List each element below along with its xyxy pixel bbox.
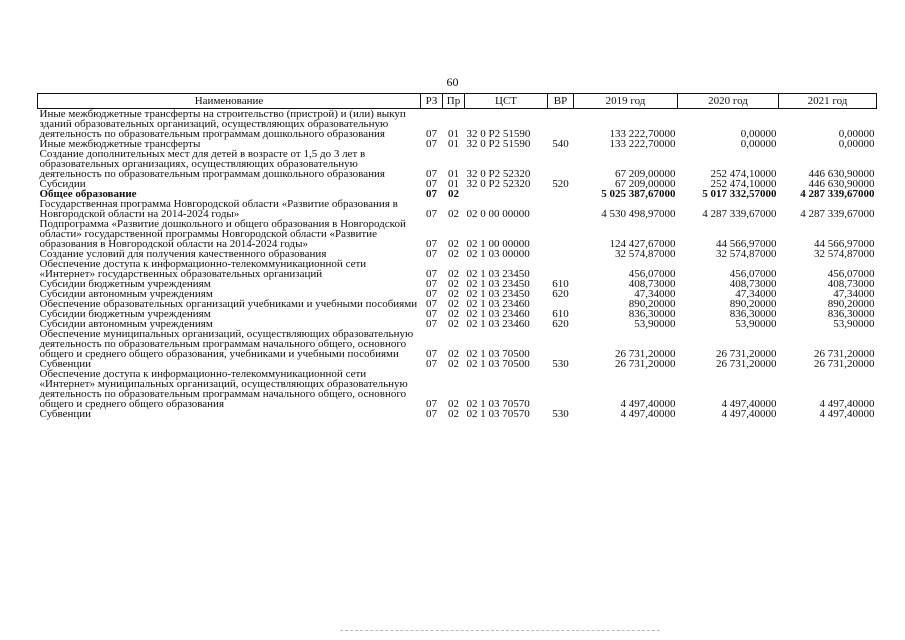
cell-2021: 53,90000	[833, 318, 875, 330]
cell-rz: 07	[426, 348, 437, 360]
cell-rz: 07	[426, 128, 437, 140]
cell-rz: 07	[426, 268, 437, 280]
cell-2019: 26 731,20000	[615, 358, 676, 370]
cell-2020: 836,30000	[729, 308, 777, 320]
cell-vr: 620	[552, 318, 569, 330]
col-header-name: Наименование	[38, 94, 421, 109]
cell-rz: 07	[426, 208, 437, 220]
cell-name: Обеспечение муниципальных организаций, осуществляющих образовательную деятельность по образовательным программам начального общего, основного общего и среднего общего образования, учебниками и учебными пособиями	[39, 328, 414, 360]
cell-2019: 67 209,00000	[615, 178, 676, 190]
table-row	[38, 409, 877, 419]
cell-2021: 0,00000	[838, 138, 875, 150]
cell-pr: 02	[448, 308, 459, 320]
cell-rz: 07	[426, 138, 437, 150]
cell-vr	[548, 219, 574, 249]
cell-name: Государственная программа Новгородской области «Развитие образования в Новгородской области на 2014-2024 годы»	[39, 198, 398, 220]
cell-cst: 02 1 03 23450	[466, 288, 530, 300]
col-header-2019: 2019 год	[574, 94, 678, 109]
cell-name: Обеспечение образовательных организаций учебниками и учебными пособиями	[39, 298, 418, 310]
cell-2019: 53,90000	[634, 318, 676, 330]
cell-name: Подпрограмма «Развитие дошкольного и общего образования в Новгородской области» государственной программы Новгородской области «Развитие образования в Новгородской области на 2014-2024 годы»	[39, 218, 406, 250]
cell-2020: 456,07000	[729, 268, 777, 280]
cell-cst: 02 1 03 23450	[466, 268, 530, 280]
cell-name: Создание дополнительных мест для детей в возрасте от 1,5 до 3 лет в образовательных организациях, осуществляющих образовательную деятельность по образовательным программам дошкольного образования	[39, 148, 385, 180]
cell-pr: 02	[448, 298, 459, 310]
cell-2020: 890,20000	[729, 298, 777, 310]
cell-2021: 0,00000	[838, 128, 875, 140]
cell-vr: 610	[552, 308, 569, 320]
cell-name: Субсидии автономным учреждениям	[39, 318, 213, 330]
cell-pr: 02	[448, 268, 459, 280]
cell-2019: 133 222,70000	[609, 138, 676, 150]
col-header-2020: 2020 год	[678, 94, 779, 109]
table-row	[38, 199, 877, 219]
cell-2019: 408,73000	[628, 278, 676, 290]
cell-rz: 07	[426, 188, 437, 200]
cell-pr: 02	[448, 188, 459, 200]
cell-name: Субсидии бюджетным учреждениям	[39, 308, 211, 320]
cell-2020: 26 731,20000	[716, 358, 777, 370]
cell-2020: 53,90000	[735, 318, 777, 330]
cell-pr: 02	[448, 288, 459, 300]
cell-2020: 4 497,40000	[721, 398, 777, 410]
table-row	[38, 259, 877, 279]
cell-2019: 26 731,20000	[615, 348, 676, 360]
cell-2021: 32 574,87000	[814, 248, 875, 260]
cell-2020: 252 474,10000	[710, 178, 777, 190]
table-header-row	[38, 94, 877, 109]
cell-2019: 4 497,40000	[620, 398, 676, 410]
cell-rz: 07	[426, 248, 437, 260]
cell-2021: 890,20000	[827, 298, 875, 310]
cell-2021: 44 566,97000	[814, 238, 875, 250]
cell-name: Создание условий для получения качественного образования	[39, 248, 327, 260]
cell-vr	[548, 199, 574, 219]
cell-2020: 44 566,97000	[716, 238, 777, 250]
cell-pr: 01	[448, 168, 459, 180]
cell-rz: 07	[426, 178, 437, 190]
cell-name: Субвенции	[39, 358, 92, 370]
cell-2019: 5 025 387,67000	[601, 188, 676, 200]
cell-2021: 26 731,20000	[814, 358, 875, 370]
cell-2021: 836,30000	[827, 308, 875, 320]
cell-pr: 01	[448, 128, 459, 140]
cell-cst: 02 1 03 70500	[466, 348, 530, 360]
cell-2019: 32 574,87000	[615, 248, 676, 260]
cell-pr: 01	[448, 178, 459, 190]
cell-cst: 02 1 03 23460	[466, 318, 530, 330]
cell-vr: 530	[552, 408, 569, 420]
cell-2020: 0,00000	[740, 138, 777, 150]
cell-pr: 02	[448, 408, 459, 420]
cell-2021: 446 630,90000	[808, 178, 875, 190]
cell-2019: 47,34000	[634, 288, 676, 300]
table-row	[38, 219, 877, 249]
cell-vr: 530	[552, 358, 569, 370]
cell-cst: 02 1 03 70570	[466, 398, 530, 410]
cell-vr	[548, 149, 574, 179]
cell-rz: 07	[426, 298, 437, 310]
cell-2020: 32 574,87000	[716, 248, 777, 260]
table-row	[38, 369, 877, 409]
cell-2019: 456,07000	[628, 268, 676, 280]
cell-rz: 07	[426, 238, 437, 250]
cell-vr	[548, 329, 574, 359]
cell-rz: 07	[426, 318, 437, 330]
cell-2021: 47,34000	[833, 288, 875, 300]
cell-name: Иные межбюджетные трансферты	[39, 138, 201, 150]
table-row	[38, 109, 877, 140]
cell-cst: 32 0 P2 52320	[466, 168, 531, 180]
cell-vr	[548, 189, 574, 199]
cell-cst	[465, 189, 548, 199]
cell-cst: 02 1 03 70570	[466, 408, 530, 420]
cell-rz: 07	[426, 308, 437, 320]
cell-pr: 02	[448, 248, 459, 260]
cell-2021: 4 497,40000	[819, 398, 875, 410]
cell-vr: 520	[552, 178, 569, 190]
cell-2021: 4 287 339,67000	[800, 188, 875, 200]
cell-cst: 02 0 00 00000	[466, 208, 530, 220]
cell-2020: 4 497,40000	[721, 408, 777, 420]
cell-vr	[548, 369, 574, 409]
table-row	[38, 329, 877, 359]
col-header-2021: 2021 год	[779, 94, 877, 109]
cell-cst: 02 1 03 00000	[466, 248, 530, 260]
cell-2021: 408,73000	[827, 278, 875, 290]
cell-pr: 02	[448, 238, 459, 250]
cell-rz: 07	[426, 398, 437, 410]
col-header-vr: ВР	[548, 94, 574, 109]
cell-cst: 32 0 P2 52320	[466, 178, 531, 190]
cell-cst: 02 1 03 23460	[466, 298, 530, 310]
cell-2020: 252 474,10000	[710, 168, 777, 180]
cell-pr: 02	[448, 358, 459, 370]
budget-table	[37, 93, 877, 419]
cell-cst: 32 0 P2 51590	[466, 138, 531, 150]
cell-vr	[548, 109, 574, 140]
cell-vr: 620	[552, 288, 569, 300]
cell-rz: 07	[426, 288, 437, 300]
cell-2019: 890,20000	[628, 298, 676, 310]
footer-divider	[340, 630, 660, 632]
col-header-cst: ЦСТ	[465, 94, 548, 109]
cell-pr: 01	[448, 138, 459, 150]
cell-2020: 0,00000	[740, 128, 777, 140]
cell-vr: 540	[552, 138, 569, 150]
cell-rz: 07	[426, 168, 437, 180]
cell-name: Субсидии	[39, 178, 86, 190]
cell-cst: 02 1 03 70500	[466, 358, 530, 370]
cell-2019: 67 209,00000	[615, 168, 676, 180]
cell-rz: 07	[426, 278, 437, 290]
cell-rz: 07	[426, 358, 437, 370]
cell-2020: 408,73000	[729, 278, 777, 290]
cell-vr: 610	[552, 278, 569, 290]
table-row	[38, 149, 877, 179]
cell-name: Обеспечение доступа к информационно-телекоммуникационной сети «Интернет» государственных образовательных организаций	[39, 258, 367, 280]
cell-name: Иные межбюджетные трансферты на строительство (пристрой) и (или) выкуп зданий образовательных организаций, осуществляющих образовательную деятельность по образовательным программам дошкольного образования	[39, 108, 406, 140]
cell-pr: 02	[448, 318, 459, 330]
cell-2019: 133 222,70000	[609, 128, 676, 140]
cell-cst: 32 0 P2 51590	[466, 128, 531, 140]
cell-2020: 47,34000	[735, 288, 777, 300]
cell-cst: 02 1 03 23450	[466, 278, 530, 290]
cell-rz: 07	[426, 408, 437, 420]
cell-2020: 5 017 332,57000	[702, 188, 777, 200]
cell-name: Субвенции	[39, 408, 92, 420]
cell-name: Обеспечение доступа к информационно-телекоммуникационной сети «Интернет» муниципальных организаций, осуществляющих образовательную деятельность по образовательным программам начального общего, основного общего и среднего общего образования	[39, 368, 408, 410]
cell-vr	[548, 249, 574, 259]
cell-cst: 02 1 00 00000	[466, 238, 530, 250]
page-number: 60	[446, 75, 459, 89]
cell-2021: 446 630,90000	[808, 168, 875, 180]
col-header-pr: Пр	[443, 94, 465, 109]
cell-name: Общее образование	[39, 188, 137, 200]
cell-pr: 02	[448, 348, 459, 360]
cell-2021: 456,07000	[827, 268, 875, 280]
cell-2019: 4 497,40000	[620, 408, 676, 420]
cell-2021: 4 287 339,67000	[800, 208, 875, 220]
cell-2019: 836,30000	[628, 308, 676, 320]
cell-pr: 02	[448, 398, 459, 410]
cell-2020: 26 731,20000	[716, 348, 777, 360]
cell-cst: 02 1 03 23460	[466, 308, 530, 320]
cell-name: Субсидии бюджетным учреждениям	[39, 278, 211, 290]
col-header-rz: РЗ	[421, 94, 443, 109]
cell-pr: 02	[448, 278, 459, 290]
cell-2019: 124 427,67000	[609, 238, 676, 250]
cell-pr: 02	[448, 208, 459, 220]
cell-vr	[548, 259, 574, 279]
cell-2020: 4 287 339,67000	[702, 208, 777, 220]
cell-2021: 26 731,20000	[814, 348, 875, 360]
cell-name: Субсидии автономным учреждениям	[39, 288, 213, 300]
cell-2019: 4 530 498,97000	[601, 208, 676, 220]
cell-2021: 4 497,40000	[819, 408, 875, 420]
